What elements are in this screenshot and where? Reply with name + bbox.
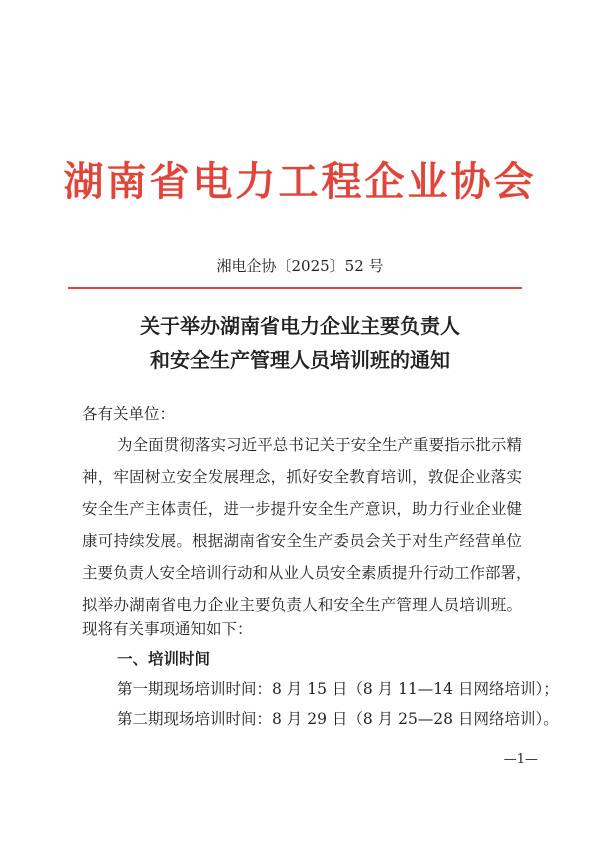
section-heading-training-time: 一、培训时间 [117,649,211,668]
paragraph-line: 拟举办湖南省电力企业主要负责人和安全生产管理人员培训班。 [82,596,522,614]
paragraph-line: 现将有关事项通知如下： [82,620,253,638]
salutation: 各有关单位： [82,405,176,423]
paragraph-line: 为全面贯彻落实习近平总书记关于安全生产重要指示批示精 [117,436,522,454]
red-divider-rule [68,287,522,289]
letterhead-org-name: 湖南省电力工程企业协会 [63,158,537,205]
training-session-line: 第一期现场培训时间：8 月 15 日（8 月 11—14 日网络培训）； [117,680,559,698]
page-number: —1— [503,752,538,767]
notice-title-line-2: 和安全生产管理人员培训班的通知 [150,348,450,372]
paragraph-line: 康可持续发展。根据湖南省安全生产委员会关于对生产经营单位 [82,532,522,550]
paragraph-line: 主要负责人安全培训行动和从业人员安全素质提升行动工作部署， [82,564,532,582]
training-session-line: 第二期现场培训时间：8 月 29 日（8 月 25—28 日网络培训）。 [117,710,559,728]
notice-title-line-1: 关于举办湖南省电力企业主要负责人 [140,314,460,338]
document-number: 湘电企协〔2025〕52 号 [216,257,384,275]
paragraph-line: 神，牢固树立安全发展理念，抓好安全教育培训，敦促企业落实 [82,468,522,486]
paragraph-line: 安全生产主体责任，进一步提升安全生产意识，助力行业企业健 [82,500,522,518]
